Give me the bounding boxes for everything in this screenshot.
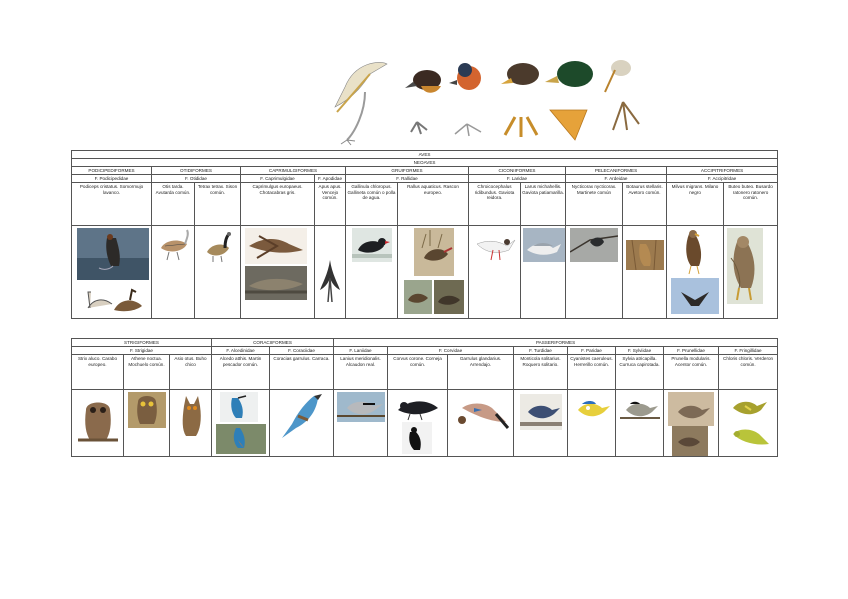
- blue-rock-thrush-photo: [520, 394, 562, 430]
- photo-cell: [270, 390, 334, 457]
- species-cell: Chroicocephalus ridibundus. Gaviota reidora.: [469, 183, 521, 226]
- carrion-crow-photo: [394, 392, 442, 422]
- grebe-photo: [77, 228, 149, 280]
- order-coraciiformes: CORACIIFORMES: [212, 339, 334, 347]
- species-cell: Chloris chloris. Verderon común.: [719, 355, 778, 390]
- photo-cell: [719, 390, 778, 457]
- yellow-legged-gull-photo: [523, 228, 565, 262]
- order-passeriformes: PASSERIFORMES: [334, 339, 778, 347]
- species-cell: Milvus migrans. Milano negro: [667, 183, 724, 226]
- family-fringillidae: F. Fringillidae: [719, 347, 778, 355]
- species-cell: Botaurus stellaris. Avetoro común.: [623, 183, 667, 226]
- order-pelecaniformes: PELECANIFORMES: [566, 167, 667, 175]
- photo-cell: [469, 226, 521, 319]
- greenfinch-photo: [727, 392, 771, 422]
- order-ciconiiformes: CICONIIFORMES: [469, 167, 566, 175]
- species-cell: Larus michahellis. Gaviota patiamarilla.: [521, 183, 566, 226]
- dunnock-photo-2: [672, 426, 708, 456]
- little-owl-photo: [128, 392, 166, 428]
- family-prunellidae: F. Prunellidae: [664, 347, 719, 355]
- family-laniidae: F. Laniidae: [334, 347, 388, 355]
- kingfisher-photo: [220, 392, 258, 422]
- photo-cell: [212, 390, 270, 457]
- little-bustard-photo: [201, 228, 237, 266]
- family-ardeidae: F. Ardeidae: [566, 175, 667, 183]
- family-sylviidae: F. Sylviidae: [616, 347, 664, 355]
- family-otididae: F. Otididae: [152, 175, 241, 183]
- species-cell: Otis tarda. Avutarda común.: [152, 183, 195, 226]
- long-eared-owl-photo: [180, 394, 204, 438]
- eagle-head-icon: [501, 63, 539, 137]
- species-cell: Nycticorax nycticorax. Martinete común: [566, 183, 623, 226]
- photo-cell: [152, 226, 195, 319]
- roller-photo: [278, 392, 326, 442]
- jay-photo: [452, 394, 510, 432]
- order-gruiformes: GRUIFORMES: [346, 167, 469, 175]
- family-podicipedidae: F. Podicipedidae: [72, 175, 152, 183]
- species-cell: Buteo buteo. Busardo ratonero ratonero común.: [724, 183, 778, 226]
- photo-cell: [664, 390, 719, 457]
- water-rail-photo-2: [404, 280, 432, 314]
- photo-cell: [667, 226, 724, 319]
- species-cell: Alcedo atthis. Martin pescador común.: [212, 355, 270, 390]
- species-cell: Monticola solitarius. Roquero solitario.: [514, 355, 568, 390]
- family-paridae: F. Paridae: [568, 347, 616, 355]
- black-kite-photo: [679, 228, 709, 276]
- grebe-pair-photo: [80, 284, 146, 314]
- photo-cell: [124, 390, 170, 457]
- water-rail-photo: [414, 228, 454, 276]
- class-header: AVES: [72, 151, 778, 159]
- greenfinch-photo-2: [727, 424, 771, 454]
- dunnock-photo: [668, 392, 714, 426]
- species-cell: Garrulus glandarius. Arrendajo.: [448, 355, 514, 390]
- species-cell: Strix aluco. Carabo europeo.: [72, 355, 124, 390]
- order-podicipediformes: PODICIPEDIFORMES: [72, 167, 152, 175]
- photo-cell: [346, 226, 398, 319]
- moorhen-photo: [352, 228, 392, 262]
- tawny-owl-photo: [78, 394, 118, 444]
- buzzard-photo: [727, 228, 763, 304]
- photo-cell: [195, 226, 241, 319]
- bird-anatomy-illustration: [325, 52, 650, 147]
- species-cell: Athene noctua. Mochuelo común.: [124, 355, 170, 390]
- duck-head-icon: [449, 63, 481, 136]
- heron-head-icon: [335, 62, 387, 145]
- photo-cell: [616, 390, 664, 457]
- family-accipitridae: F. Accipitridae: [667, 175, 778, 183]
- photo-cell: [566, 226, 623, 319]
- photo-cell: [72, 390, 124, 457]
- nightjar-flight-photo: [245, 228, 307, 264]
- nightjar-perched-photo: [245, 266, 307, 300]
- blackcap-photo: [620, 394, 660, 424]
- stork-head-icon: [605, 60, 639, 130]
- species-cell: Rallus aquaticus. Rascon europeo.: [398, 183, 469, 226]
- subclass-header: NEOAVES: [72, 159, 778, 167]
- photo-cell: [623, 226, 667, 319]
- family-laridae: F. Laridae: [469, 175, 566, 183]
- photo-cell: [170, 390, 212, 457]
- photo-cell: [448, 390, 514, 457]
- black-headed-gull-photo: [473, 228, 517, 264]
- photo-cell: [241, 226, 315, 319]
- family-rallidae: F. Rallidae: [346, 175, 469, 183]
- species-cell: Prunella modularis. Acentor común.: [664, 355, 719, 390]
- order-strigiformes: STRIGIFORMES: [72, 339, 212, 347]
- goose-head-icon: [545, 61, 593, 140]
- great-bustard-photo: [155, 228, 193, 262]
- carrion-crow-photo-2: [402, 422, 432, 454]
- family-coraciidae: F. Coraciidae: [270, 347, 334, 355]
- species-cell: Coracias garrulus. Carraca.: [270, 355, 334, 390]
- photo-cell: [568, 390, 616, 457]
- family-turdidae: F. Turdidae: [514, 347, 568, 355]
- photo-cell: [72, 226, 152, 319]
- shrike-photo: [337, 392, 385, 422]
- species-cell: Caprimulgus europaeus. Chotacabras gris.: [241, 183, 315, 226]
- order-caprimulgiformes: CAPRIMULGIFORMES: [241, 167, 346, 175]
- photo-cell: [521, 226, 566, 319]
- photo-cell: [398, 226, 469, 319]
- photo-cell: [724, 226, 778, 319]
- family-caprimulgidae: F. Caprimulgidae: [241, 175, 315, 183]
- family-apodidae: F. Apodidae: [315, 175, 346, 183]
- order-accipitriformes: ACCIPITRIFORMES: [667, 167, 778, 175]
- aves-table-2: [71, 338, 778, 457]
- family-alcedinidae: F. Alcedinidae: [212, 347, 270, 355]
- species-cell: Corvus corone. Corneja común.: [388, 355, 448, 390]
- family-strigidae: F. Strigidae: [72, 347, 212, 355]
- species-cell: Asio otus. Buho chico: [170, 355, 212, 390]
- species-cell: Tetrax tetrax. Sison común.: [195, 183, 241, 226]
- order-otidiformes: OTIDIFORMES: [152, 167, 241, 175]
- species-cell: Gallinula chloropus. Gallineta común o polla de agua.: [346, 183, 398, 226]
- photo-cell: [315, 226, 346, 319]
- water-rail-photo-3: [434, 280, 464, 314]
- black-kite-flight-photo: [671, 278, 719, 314]
- swift-photo: [318, 256, 342, 308]
- photo-cell: [334, 390, 388, 457]
- bittern-photo: [626, 240, 664, 270]
- grebe-head-icon: [405, 70, 441, 134]
- kingfisher-perched-photo: [216, 424, 266, 454]
- species-cell: Lanius meridionalis. Alcaudon real.: [334, 355, 388, 390]
- species-cell: Sylvia atricapilla. Curruca capirotada.: [616, 355, 664, 390]
- species-cell: Cyanistes caeruleus. Herrerillo común.: [568, 355, 616, 390]
- aves-table-1: [71, 150, 778, 319]
- species-cell: Apus apus. Vencejo común.: [315, 183, 346, 226]
- photo-cell: [514, 390, 568, 457]
- blue-tit-photo: [572, 394, 612, 426]
- family-corvidae: F. Corvidae: [388, 347, 514, 355]
- species-cell: Podiceps cristatus. Somormujo lavanco.: [72, 183, 152, 226]
- photo-cell: [388, 390, 448, 457]
- night-heron-photo: [570, 228, 618, 262]
